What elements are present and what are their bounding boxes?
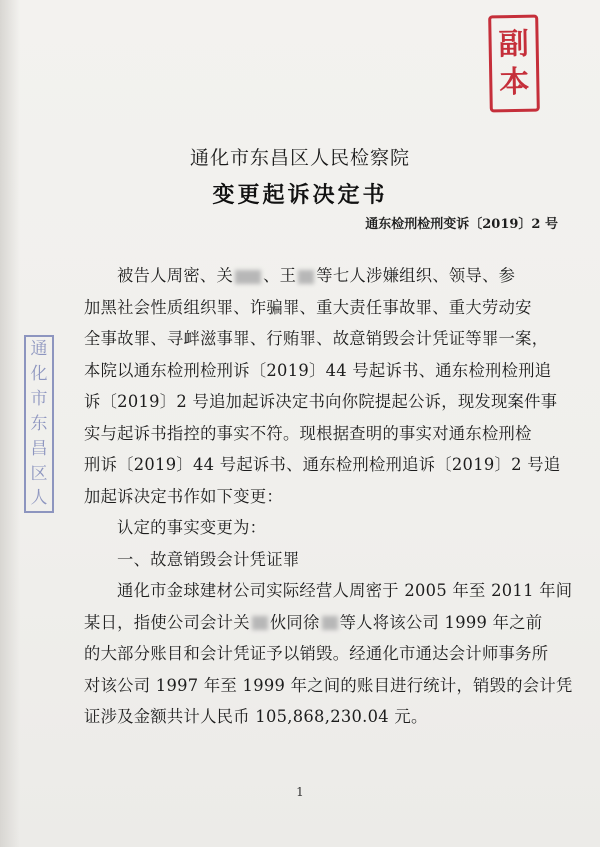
redacted-name — [252, 616, 268, 630]
seal-char: 区 — [30, 463, 48, 484]
official-seal — [24, 335, 54, 513]
paragraph-line: 实与起诉书指控的事实不符。现根据查明的事实对通东检刑检 — [84, 423, 532, 443]
redacted-name — [322, 616, 338, 630]
stamp-char-2: 本 — [499, 64, 530, 100]
redacted-name — [235, 270, 261, 284]
paragraph-line — [84, 260, 540, 292]
paragraph-line: 全事故罪、寻衅滋事罪、行贿罪、故意销毁会计凭证等罪一案， — [84, 329, 549, 348]
paragraph-line: 认定的事实变更为： — [117, 518, 267, 537]
paragraph-line: 加起诉决定书作如下变更： — [84, 486, 283, 506]
paragraph-line: 本院以通东检刑检刑诉〔2019〕44 号起诉书、通东检刑检刑追 — [84, 360, 552, 380]
page-number: 1 — [296, 785, 304, 799]
seal-char: 化 — [30, 364, 48, 385]
seal-char: 通 — [30, 339, 48, 360]
seal-char: 市 — [30, 389, 48, 410]
paragraph-line: 对该公司 1997 年至 1999 年之间的账目进行统计，销毁的会计凭 — [84, 675, 573, 695]
paragraph-line: 刑诉〔2019〕44 号起诉书、通东检刑检刑追诉〔2019〕2 号追 — [84, 455, 561, 474]
body-section-1 — [84, 260, 573, 733]
stamp-char-1: 副 — [498, 26, 529, 62]
paragraph-line: 诉〔2019〕2 号追加起诉决定书向你院提起公诉，现发现案件事 — [84, 392, 558, 411]
paragraph-line — [84, 607, 543, 639]
paragraph-line: 的大部分账目和会计凭证予以销毁。经通化市通达会计师事务所 — [84, 644, 549, 663]
seal-char: 东 — [30, 413, 48, 434]
document-number: 通东检刑检刑变诉〔2019〕2 号 — [365, 217, 558, 232]
text-segment: 、王 — [263, 266, 297, 285]
text-segment: 某日，指使公司会计关 — [84, 612, 250, 632]
page-edge-shadow — [0, 0, 20, 847]
text-segment: 伙同徐 — [269, 612, 320, 632]
paragraph-line: 通化市金球建材公司实际经营人周密于 2005 年至 2011 年间 — [117, 581, 573, 600]
seal-char: 人 — [30, 488, 48, 509]
copy-stamp — [488, 15, 540, 113]
section-heading: 一、故意销毁会计凭证罪 — [117, 549, 300, 569]
seal-char: 昌 — [30, 438, 48, 459]
text-segment: 等七人涉嫌组织、领导、参 — [316, 266, 516, 285]
redacted-name — [298, 270, 314, 284]
paragraph-line: 加黑社会性质组织罪、诈骗罪、重大责任事故罪、重大劳动安 — [84, 297, 532, 317]
issuing-organization: 通化市东昌区人民检察院 — [189, 147, 410, 169]
text-segment: 等人将该公司 1999 年之前 — [339, 612, 543, 632]
paragraph-line: 证涉及金额共计人民币 105,868,230.04 元。 — [84, 707, 428, 726]
text-segment: 被告人周密、关 — [117, 266, 234, 285]
document-title: 变更起诉决定书 — [212, 182, 388, 208]
